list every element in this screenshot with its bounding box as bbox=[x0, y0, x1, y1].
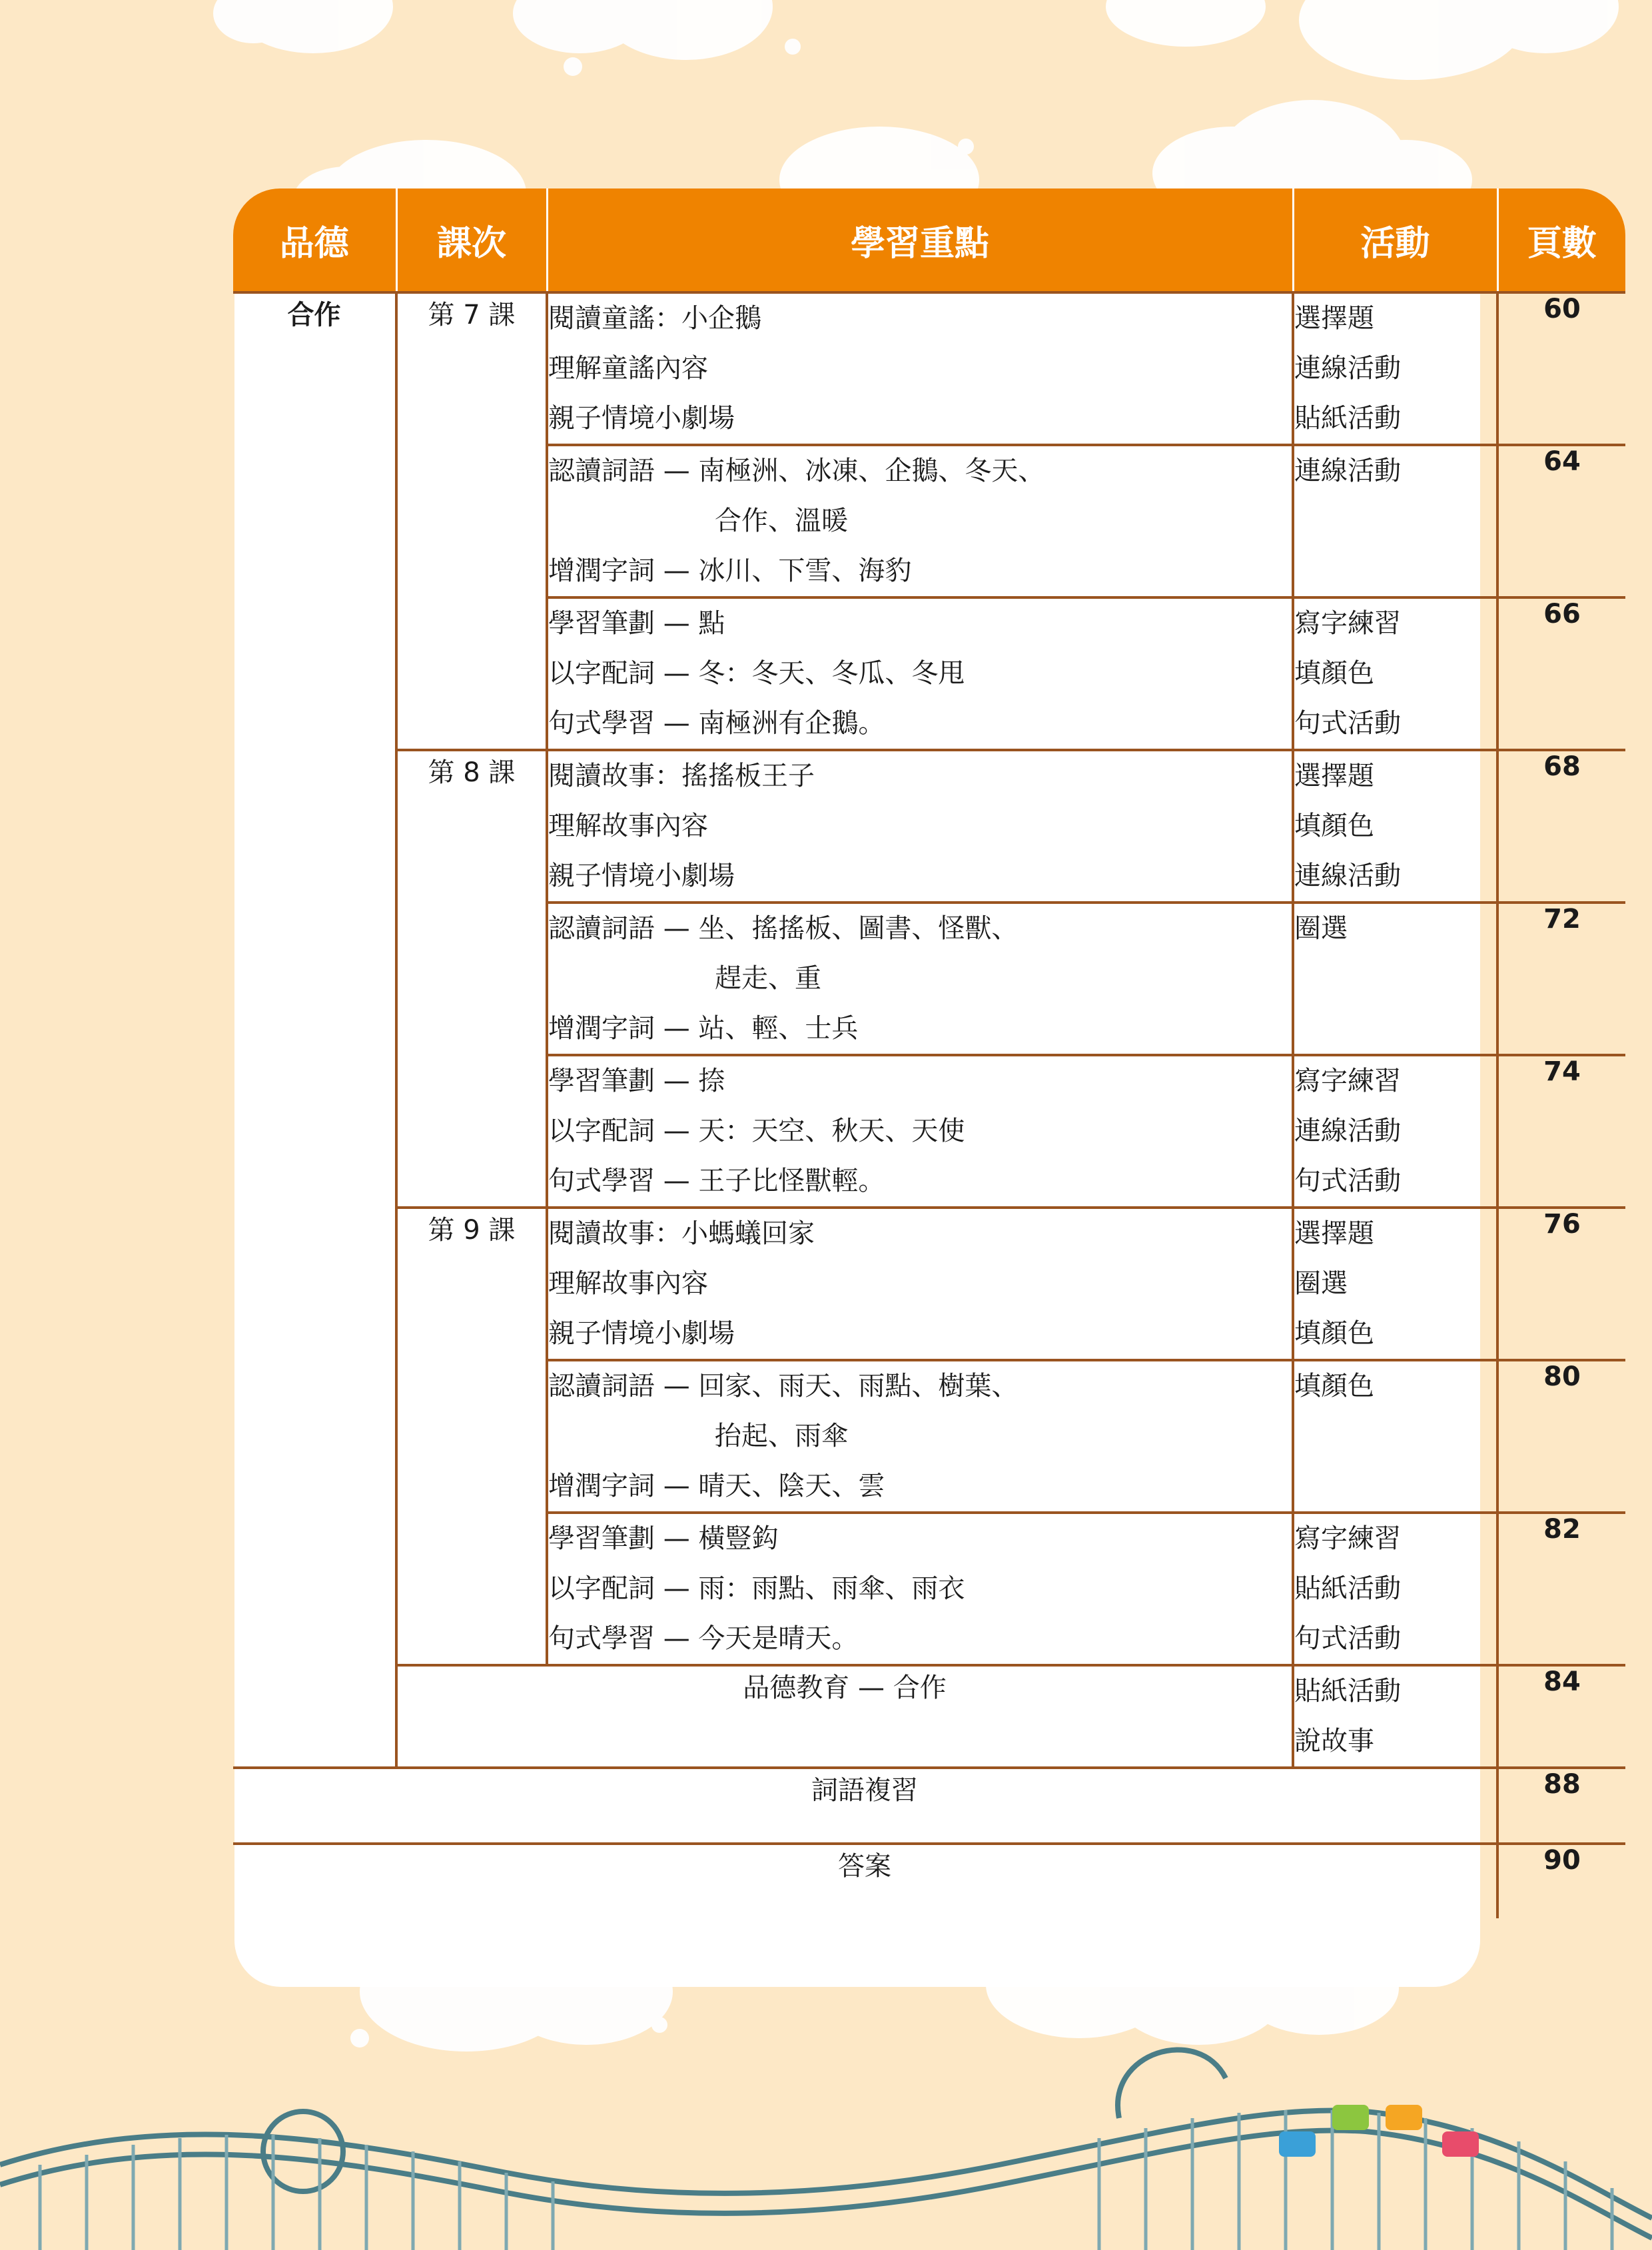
focus-line: 親子情境小劇場 bbox=[548, 403, 735, 434]
header-category: 品德 bbox=[233, 188, 396, 292]
activity-line: 寫字練習 bbox=[1294, 1523, 1401, 1554]
contents-table bbox=[233, 188, 1625, 1918]
focus-line: 親子情境小劇場 bbox=[548, 861, 735, 891]
header-activity: 活動 bbox=[1293, 188, 1497, 292]
activity-line: 句式活動 bbox=[1294, 1166, 1401, 1196]
activity-line: 連線活動 bbox=[1294, 861, 1401, 891]
focus-line: 認讀詞語 — 坐、搖搖板、圖書、怪獸、 bbox=[548, 913, 1019, 944]
activity-line: 圈選 bbox=[1294, 913, 1348, 944]
focus-line: 以字配詞 — 雨：雨點、雨傘、雨衣 bbox=[548, 1573, 965, 1604]
activity-line: 句式活動 bbox=[1294, 708, 1401, 739]
activity-line: 說故事 bbox=[1294, 1726, 1374, 1756]
page-number: 68 bbox=[1497, 750, 1625, 903]
header-pages: 頁數 bbox=[1497, 188, 1625, 292]
activity-line: 連線活動 bbox=[1294, 1116, 1401, 1146]
activity-line: 句式活動 bbox=[1294, 1623, 1401, 1654]
focus-line: 理解童謠內容 bbox=[548, 353, 708, 384]
activity-cell bbox=[1293, 1208, 1497, 1360]
focus-line: 閱讀童謠：小企鵝 bbox=[548, 303, 761, 334]
page-number: 66 bbox=[1497, 597, 1625, 750]
activity-line: 填顏色 bbox=[1294, 1371, 1374, 1401]
page-number: 60 bbox=[1497, 292, 1625, 445]
focus-cell bbox=[547, 903, 1293, 1055]
activity-line: 填顏色 bbox=[1294, 658, 1374, 689]
review-cell: 詞語複習 bbox=[233, 1768, 1497, 1844]
focus-line: 以字配詞 — 冬：冬天、冬瓜、冬甩 bbox=[548, 658, 965, 689]
focus-cell bbox=[547, 597, 1293, 750]
page-number: 90 bbox=[1497, 1844, 1625, 1918]
focus-cell bbox=[547, 750, 1293, 903]
focus-cell bbox=[547, 1360, 1293, 1513]
activity-cell bbox=[1293, 750, 1497, 903]
activity-line: 填顏色 bbox=[1294, 811, 1374, 841]
lesson-9-cell: 第 9 課 bbox=[396, 1208, 547, 1665]
focus-line: 學習筆劃 — 點 bbox=[548, 608, 725, 639]
focus-cell bbox=[547, 1513, 1293, 1665]
focus-line: 抬起、雨傘 bbox=[715, 1421, 848, 1451]
lesson-7-cell: 第 7 課 bbox=[396, 292, 547, 750]
activity-line: 貼紙活動 bbox=[1294, 403, 1401, 434]
table-row bbox=[233, 750, 1625, 903]
table-header-row bbox=[233, 188, 1625, 292]
activity-line: 貼紙活動 bbox=[1294, 1676, 1401, 1706]
activity-line: 寫字練習 bbox=[1294, 1066, 1401, 1096]
focus-line: 理解故事內容 bbox=[548, 811, 708, 841]
activity-cell bbox=[1293, 1360, 1497, 1513]
page-number: 64 bbox=[1497, 445, 1625, 597]
activity-cell bbox=[1293, 445, 1497, 597]
header-lesson: 課次 bbox=[396, 188, 547, 292]
focus-cell bbox=[547, 1055, 1293, 1208]
moral-education-cell: 品德教育 — 合作 bbox=[396, 1665, 1293, 1768]
table-row bbox=[233, 1665, 1625, 1768]
page-number: 88 bbox=[1497, 1768, 1625, 1844]
focus-line: 學習筆劃 — 捺 bbox=[548, 1066, 725, 1096]
activity-line: 選擇題 bbox=[1294, 761, 1374, 791]
activity-line: 填顏色 bbox=[1294, 1318, 1374, 1349]
focus-line: 閱讀故事：小螞蟻回家 bbox=[548, 1218, 815, 1249]
activity-cell bbox=[1293, 292, 1497, 445]
category-cell: 合作 bbox=[233, 292, 396, 1768]
focus-line: 閱讀故事：搖搖板王子 bbox=[548, 761, 815, 791]
activity-cell bbox=[1293, 1055, 1497, 1208]
focus-line: 句式學習 — 南極洲有企鵝。 bbox=[548, 708, 885, 739]
focus-line: 認讀詞語 — 南極洲、冰凍、企鵝、冬天、 bbox=[548, 456, 1045, 486]
focus-cell bbox=[547, 1208, 1293, 1360]
table-row bbox=[233, 292, 1625, 445]
page-number: 72 bbox=[1497, 903, 1625, 1055]
page-number: 74 bbox=[1497, 1055, 1625, 1208]
activity-line: 選擇題 bbox=[1294, 1218, 1374, 1249]
activity-line: 貼紙活動 bbox=[1294, 1573, 1401, 1604]
header-focus: 學習重點 bbox=[547, 188, 1293, 292]
table-row bbox=[233, 1768, 1625, 1844]
focus-line: 親子情境小劇場 bbox=[548, 1318, 735, 1349]
focus-line: 以字配詞 — 天：天空、秋天、天使 bbox=[548, 1116, 965, 1146]
lesson-8-cell: 第 8 課 bbox=[396, 750, 547, 1208]
focus-line: 增潤字詞 — 站、輕、士兵 bbox=[548, 1013, 859, 1044]
page-number: 80 bbox=[1497, 1360, 1625, 1513]
activity-cell bbox=[1293, 1513, 1497, 1665]
activity-cell bbox=[1293, 903, 1497, 1055]
page-number: 76 bbox=[1497, 1208, 1625, 1360]
focus-line: 句式學習 — 王子比怪獸輕。 bbox=[548, 1166, 885, 1196]
activity-line: 寫字練習 bbox=[1294, 608, 1401, 639]
table-row bbox=[233, 1844, 1625, 1918]
activity-cell bbox=[1293, 597, 1497, 750]
focus-line: 學習筆劃 — 橫豎鈎 bbox=[548, 1523, 779, 1554]
page-number: 82 bbox=[1497, 1513, 1625, 1665]
focus-line: 理解故事內容 bbox=[548, 1268, 708, 1299]
focus-line: 增潤字詞 — 晴天、陰天、雲 bbox=[548, 1471, 885, 1501]
focus-cell bbox=[547, 292, 1293, 445]
page-number: 84 bbox=[1497, 1665, 1625, 1768]
focus-line: 增潤字詞 — 冰川、下雪、海豹 bbox=[548, 556, 912, 586]
table-row bbox=[233, 1208, 1625, 1360]
activity-line: 連線活動 bbox=[1294, 353, 1401, 384]
focus-line: 認讀詞語 — 回家、雨天、雨點、樹葉、 bbox=[548, 1371, 1019, 1401]
answers-cell: 答案 bbox=[233, 1844, 1497, 1918]
focus-line: 趕走、重 bbox=[715, 963, 821, 994]
activity-line: 連線活動 bbox=[1294, 456, 1401, 486]
focus-line: 句式學習 — 今天是晴天。 bbox=[548, 1623, 859, 1654]
activity-cell bbox=[1293, 1665, 1497, 1768]
activity-line: 選擇題 bbox=[1294, 303, 1374, 334]
activity-line: 圈選 bbox=[1294, 1268, 1348, 1299]
focus-cell bbox=[547, 445, 1293, 597]
focus-line: 合作、溫暖 bbox=[715, 506, 848, 536]
